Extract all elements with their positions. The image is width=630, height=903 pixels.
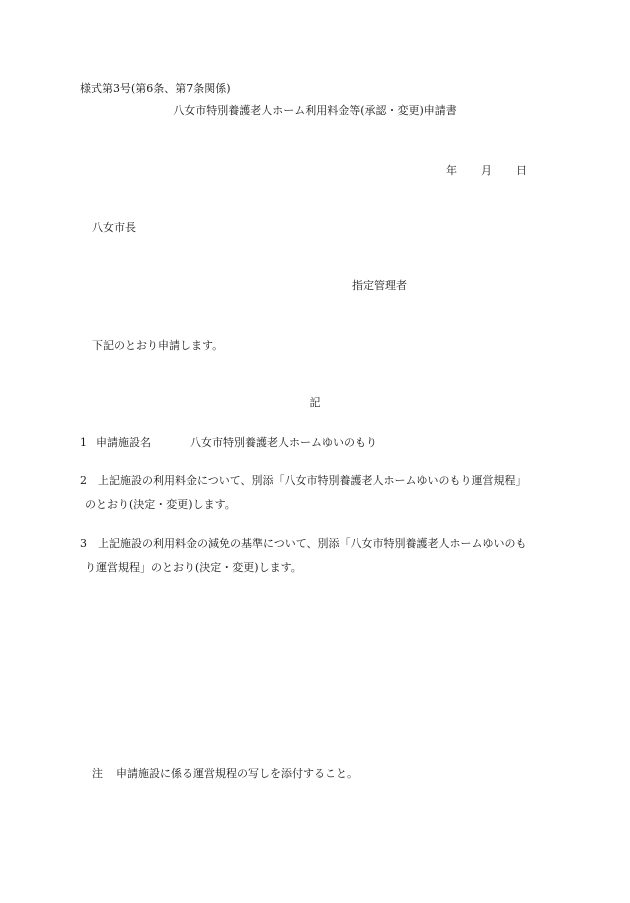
document-title: 八女市特別養護老人ホーム利用料金等(承認・変更)申請書 <box>173 104 457 117</box>
date-line <box>446 165 527 176</box>
item-usage-fee-line1 <box>80 469 560 493</box>
form-number: 様式第3号(第6条、第7条関係) <box>80 82 231 95</box>
note-label: 注 <box>92 767 103 780</box>
item-fee-reduction <box>80 532 560 580</box>
note-text: 申請施設に係る運営規程の写しを添付すること。 <box>116 767 358 780</box>
sender-title: 指定管理者 <box>352 279 407 292</box>
facility-name-value: 八女市特別養護老人ホームゆいのもり <box>190 436 377 449</box>
ki-heading: 記 <box>309 396 321 409</box>
item-fee-reduction-line2: り運営規程」のとおり(決定・変更)します。 <box>85 561 302 574</box>
date-day: 日 <box>516 164 527 177</box>
item-number: 1 <box>80 436 87 449</box>
item-number: 2 <box>80 474 87 487</box>
date-year: 年 <box>446 164 457 177</box>
item-label: 申請施設名 <box>96 436 151 449</box>
item-fee-reduction-text1: 上記施設の利用料金の減免の基準について、別添「八女市特別養護老人ホームゆいのも <box>98 537 527 550</box>
note <box>92 768 358 779</box>
date-month: 月 <box>481 164 492 177</box>
item-usage-fee-line2: のとおり(決定・変更)します。 <box>85 498 236 511</box>
intro-text: 下記のとおり申請します。 <box>92 339 224 352</box>
addressee: 八女市長 <box>92 221 136 234</box>
item-facility-name <box>80 437 377 448</box>
item-usage-fee <box>80 469 560 517</box>
item-usage-fee-text1: 上記施設の利用料金について、別添「八女市特別養護老人ホームゆいのもり運営規程」 <box>98 474 527 487</box>
item-fee-reduction-line1 <box>80 532 560 556</box>
item-number: 3 <box>80 537 87 550</box>
